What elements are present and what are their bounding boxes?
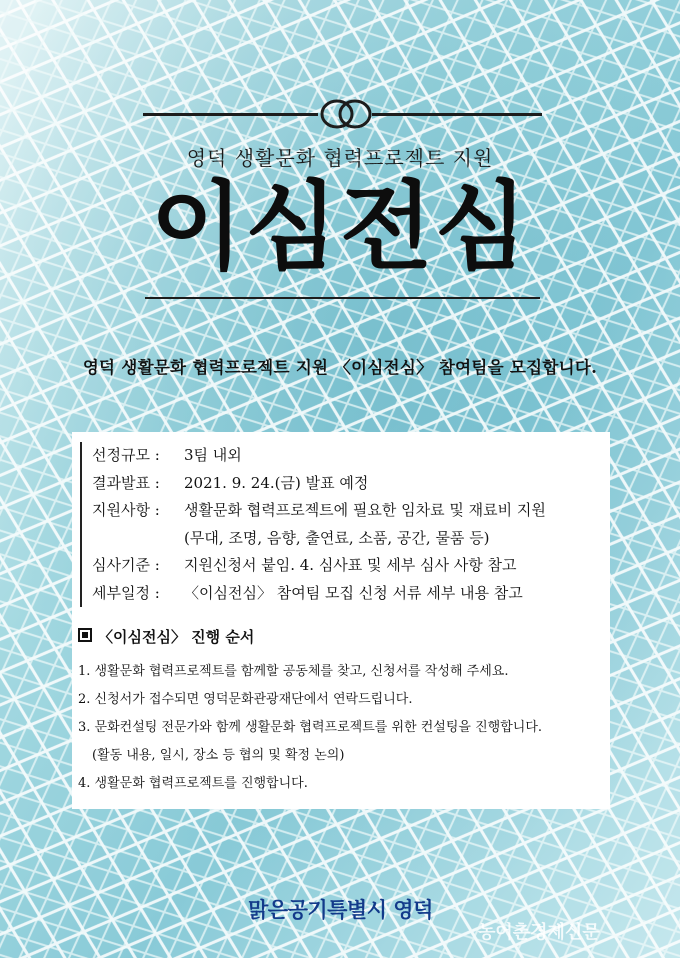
info-label: 지원사항 :	[92, 501, 160, 519]
info-label: 심사기준 :	[92, 556, 160, 574]
process-step-note: (활동 내용, 일시, 장소 등 협의 및 확정 논의)	[92, 748, 345, 763]
process-title: 〈이심전심〉 진행 순서	[98, 628, 255, 646]
info-row-schedule	[92, 580, 618, 608]
poster-subtitle: 영덕 생활문화 협력프로젝트 지원	[186, 146, 494, 170]
info-value: (무대, 조명, 음향, 출연료, 소품, 공간, 물품 등)	[184, 528, 490, 547]
process-heading	[78, 626, 254, 647]
bottom-rule	[145, 297, 540, 299]
info-row-scale	[92, 442, 618, 470]
info-value: 지원신청서 붙임. 4. 심사표 및 세부 심사 사항 참고	[184, 556, 517, 574]
info-row-support-detail	[92, 525, 618, 553]
info-label: 선정규모 :	[92, 446, 160, 464]
info-row-result	[92, 470, 618, 498]
process-step: 2. 신청서가 접수되면 영덕문화관광재단에서 연락드립니다.	[78, 692, 413, 707]
news-watermark: 농어촌경제신문	[478, 922, 600, 943]
top-rule-left	[143, 113, 318, 116]
process-step: 3. 문화컨설팅 전문가와 함께 생활문화 협력프로젝트를 위한 컨설팅을 진행합니다.	[78, 720, 543, 735]
info-label: 세부일정 :	[92, 583, 160, 602]
yeongdeok-logo: 맑은공기특별시 영덕	[248, 898, 433, 922]
info-value: 3팀 내외	[184, 446, 242, 464]
info-row-support	[92, 497, 618, 525]
poster-title: 이심전심	[150, 171, 530, 283]
recruitment-headline: 영덕 생활문화 협력프로젝트 지원 〈이심전심〉 참여팀을 모집합니다.	[82, 358, 598, 377]
process-step: 1. 생활문화 협력프로젝트를 함께할 공동체를 찾고, 신청서를 작성해 주세요.	[78, 664, 509, 679]
info-panel	[72, 432, 610, 809]
info-value: 생활문화 협력프로젝트에 필요한 임차료 및 재료비 지원	[184, 501, 546, 519]
square-bullet-icon	[78, 628, 92, 642]
info-value: 2021. 9. 24.(금) 발표 예정	[184, 473, 369, 492]
rings-icon	[318, 97, 374, 131]
info-row-criteria	[92, 552, 618, 580]
info-value: 〈이심전심〉 참여팀 모집 신청 서류 세부 내용 참고	[184, 583, 523, 602]
process-steps	[78, 658, 608, 798]
process-step: 4. 생활문화 협력프로젝트를 진행합니다.	[78, 776, 308, 791]
info-label: 결과발표 :	[92, 473, 160, 492]
info-list	[80, 442, 618, 607]
top-rule-right	[372, 113, 542, 116]
